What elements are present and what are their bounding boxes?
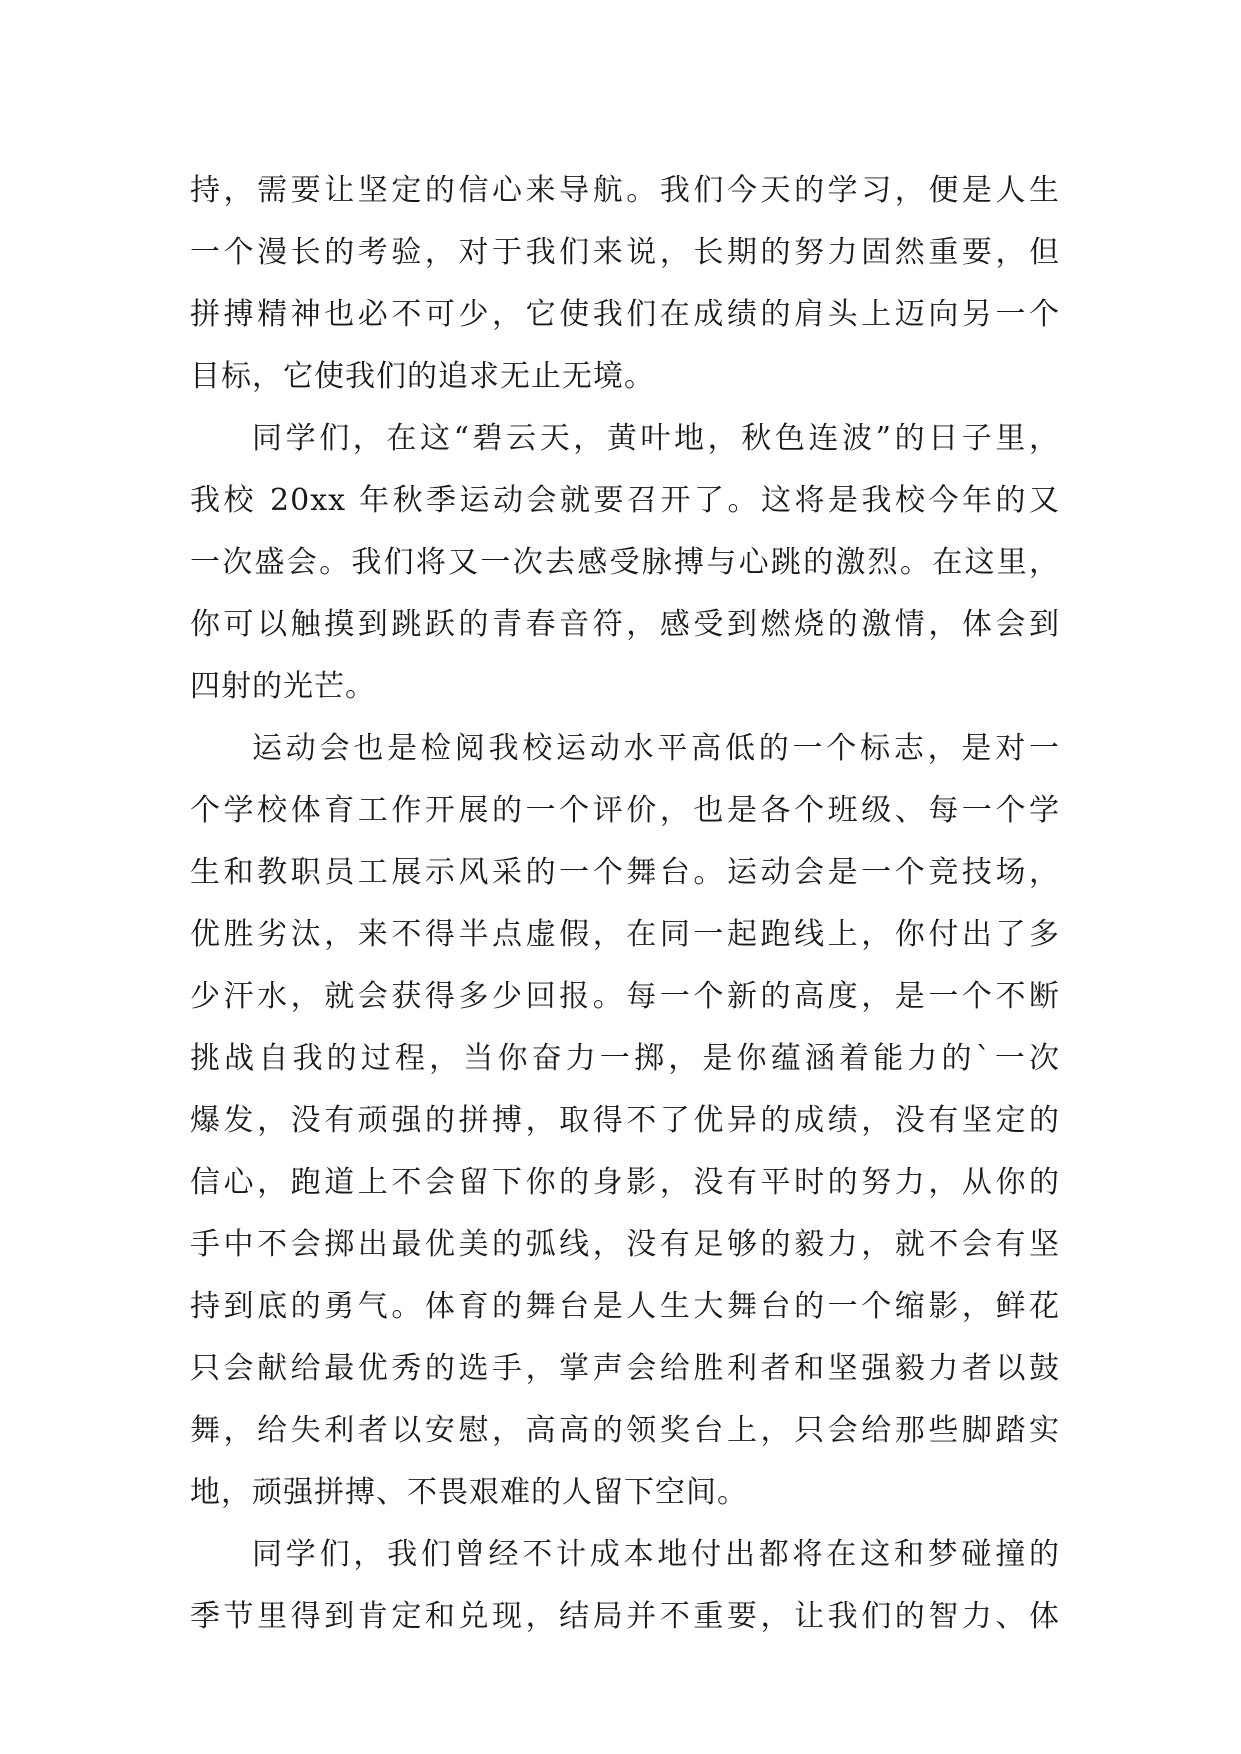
text-line: 我校 20xx 年秋季运动会就要召开了。这将是我校今年的又: [190, 483, 1060, 518]
text-line: 持，需要让坚定的信心来导航。我们今天的学习，便是人生: [190, 173, 1060, 208]
text-line: 季节里得到肯定和兑现，结局并不重要，让我们的智力、体: [190, 1599, 1060, 1634]
text-line: 四射的光芒。: [190, 669, 376, 704]
text-line: 只会献给最优秀的选手，掌声会给胜利者和坚强毅力者以鼓: [190, 1351, 1060, 1386]
paragraph: [190, 1524, 1060, 1648]
text-line: 生和教职员工展示风采的一个舞台。运动会是一个竞技场，: [190, 855, 1060, 890]
text-line: 你可以触摸到跳跃的青春音符，感受到燃烧的激情，体会到: [190, 607, 1060, 642]
text-line: 同学们，在这“碧云天，黄叶地，秋色连波”的日子里，: [252, 421, 1060, 456]
text-line: 一个漫长的考验，对于我们来说，长期的努力固然重要，但: [190, 235, 1060, 270]
text-line: 手中不会掷出最优美的弧线，没有足够的毅力，就不会有坚: [190, 1227, 1060, 1262]
text-line: 个学校体育工作开展的一个评价，也是各个班级、每一个学: [190, 793, 1060, 828]
text-line: 持到底的勇气。体育的舞台是人生大舞台的一个缩影，鲜花: [190, 1289, 1060, 1324]
paragraph: [190, 160, 1060, 408]
text-line: 同学们，我们曾经不计成本地付出都将在这和梦碰撞的: [252, 1537, 1060, 1572]
document-body: [190, 160, 1060, 1648]
text-line: 地，顽强拼搏、不畏艰难的人留下空间。: [190, 1475, 748, 1510]
text-line: 信心，跑道上不会留下你的身影，没有平时的努力，从你的: [190, 1165, 1060, 1200]
text-line: 舞，给失利者以安慰，高高的领奖台上，只会给那些脚踏实: [190, 1413, 1060, 1448]
text-line: 目标，它使我们的追求无止无境。: [190, 359, 655, 394]
text-line: 爆发，没有顽强的拼搏，取得不了优异的成绩，没有坚定的: [190, 1103, 1060, 1138]
text-line: 一次盛会。我们将又一次去感受脉搏与心跳的激烈。在这里，: [190, 545, 1060, 580]
text-line: 少汗水，就会获得多少回报。每一个新的高度，是一个不断: [190, 979, 1060, 1014]
paragraph: [190, 718, 1060, 1524]
text-line: 挑战自我的过程，当你奋力一掷，是你蕴涵着能力的`一次: [190, 1041, 1060, 1076]
text-line: 运动会也是检阅我校运动水平高低的一个标志，是对一: [252, 731, 1060, 766]
text-line: 拼搏精神也必不可少，它使我们在成绩的肩头上迈向另一个: [190, 297, 1060, 332]
text-line: 优胜劣汰，来不得半点虚假，在同一起跑线上，你付出了多: [190, 917, 1060, 952]
paragraph: [190, 408, 1060, 718]
